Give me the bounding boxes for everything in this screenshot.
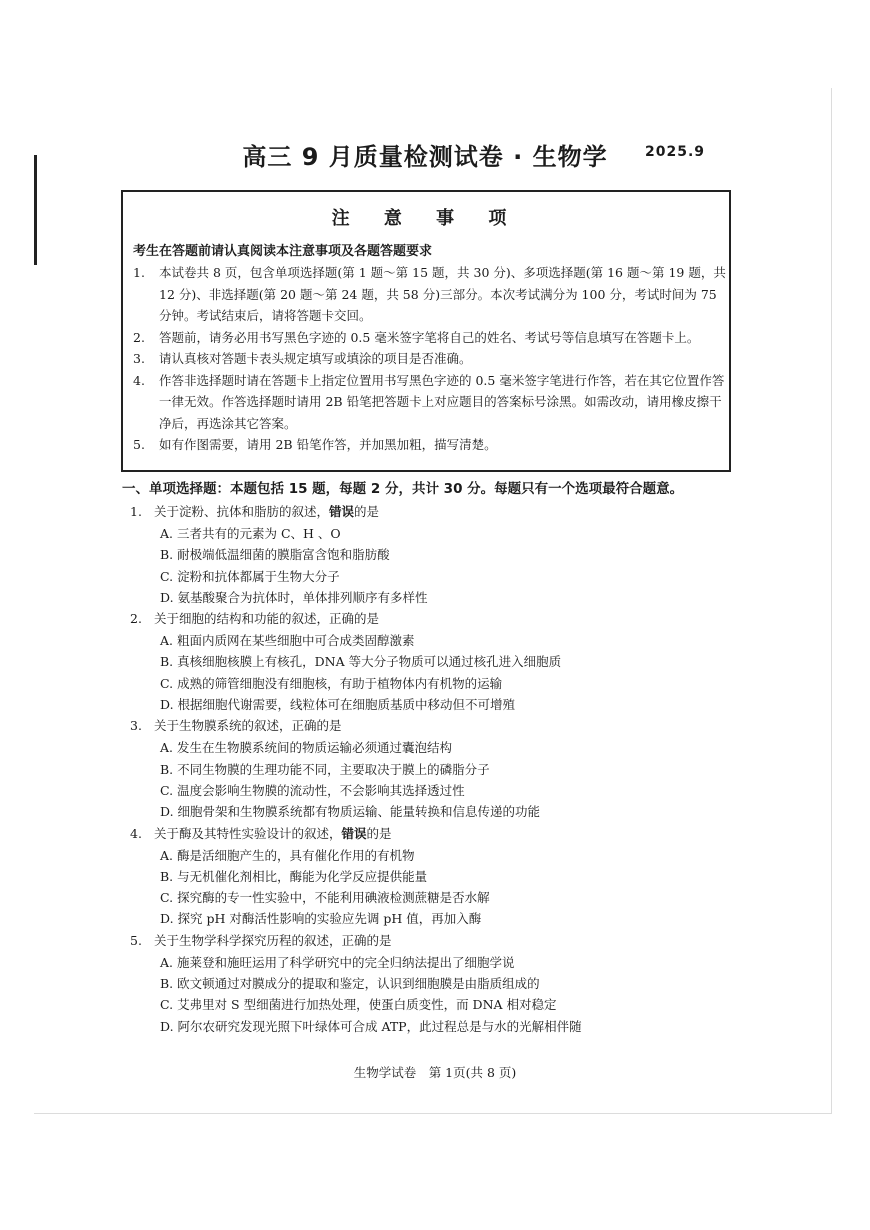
notice-item (133, 434, 729, 456)
option-b: B. 真核细胞核膜上有核孔，DNA 等大分子物质可以通过核孔进入细胞质 (160, 654, 562, 670)
stem-text-end: 的是 (354, 504, 380, 519)
question-stem (130, 608, 750, 630)
question (130, 715, 750, 822)
option-c: C. 温度会影响生物膜的流动性，不会影响其选择透过性 (160, 782, 465, 798)
notice-item-text: 答题前，请务必用书写黑色字迹的 0.5 毫米签字笔将自己的姓名、考试号等信息填写在答题卡上。 (159, 329, 700, 345)
notice-item-text: 本试卷共 8 页，包含单项选择题(第 1 题～第 15 题，共 30 分)、多项选择题(第 16 题～第 19 题，共 12 分)、非选择题(第 20 题～第 24 题，共 58 分)三部分。本次考试满分为 100 分，考试时间为 75 分钟。考试结束后，请将答题卡交回。 (159, 265, 726, 323)
notice-list (133, 262, 729, 456)
question-number: 1. (130, 504, 142, 519)
notice-item-number: 2. (133, 329, 145, 345)
notice-item (133, 327, 729, 349)
option-d: D. 阿尔农研究发现光照下叶绿体可合成 ATP，此过程总是与水的光解相伴随 (160, 1018, 582, 1034)
exam-title: 高三 9 月质量检测试卷 · 生物学 (242, 143, 608, 171)
question (130, 930, 750, 1037)
exam-title-bar (0, 137, 870, 172)
notice-item-number: 1. (133, 265, 145, 280)
stem-emphasis: 错误 (329, 504, 355, 519)
notice-item-number: 5. (133, 437, 145, 452)
notice-box (121, 190, 731, 472)
option-d: D. 氨基酸聚合为抗体时，单体排列顺序有多样性 (160, 589, 428, 605)
stem-text: 关于生物学科学探究历程的叙述，正确的是 (154, 932, 392, 948)
notice-item-text: 请认真核对答题卡表头规定填写或填涂的项目是否准确。 (159, 351, 472, 366)
exam-date: 2025.9 (645, 144, 706, 160)
option-d: D. 根据细胞代谢需要，线粒体可在细胞质基质中移动但不可增殖 (160, 697, 516, 713)
question (130, 608, 750, 715)
option-b: B. 不同生物膜的生理功能不同，主要取决于膜上的磷脂分子 (160, 761, 490, 777)
question (130, 823, 750, 930)
notice-item-text: 作答非选择题时请在答题卡上指定位置用书写黑色字迹的 0.5 毫米签字笔进行作答，若在其它位置作答一律无效。作答选择题时请用 2B 铅笔把答题卡上对应题目的答案标号涂黑。如需改动，请用橡皮擦干净后，再选涂其它答案。 (159, 372, 725, 431)
stem-emphasis: 错误 (341, 825, 367, 841)
question-number: 3. (130, 718, 142, 734)
notice-item (133, 348, 729, 370)
option-c: C. 成熟的筛管细胞没有细胞核，有助于植物体内有机物的运输 (160, 675, 503, 691)
question-stem (130, 501, 750, 523)
stem-text: 关于生物膜系统的叙述，正确的是 (154, 718, 342, 734)
notice-item (133, 262, 729, 327)
question-number: 5. (130, 932, 142, 948)
question-stem (130, 930, 750, 952)
option-a: A. 酶是活细胞产生的，具有催化作用的有机物 (160, 847, 415, 863)
option-b: B. 欧文顿通过对膜成分的提取和鉴定，认识到细胞膜是由脂质组成的 (160, 976, 540, 992)
option-c: C. 探究酶的专一性实验中，不能利用碘液检测蔗糖是否水解 (160, 890, 490, 906)
option-d: D. 探究 pH 对酶活性影响的实验应先调 pH 值，再加入酶 (160, 911, 482, 927)
stem-text-end: 的是 (366, 825, 392, 841)
notice-subtitle: 考生在答题前请认真阅读本注意事项及各题答题要求 (133, 244, 433, 259)
notice-item (133, 370, 729, 435)
question-stem (130, 715, 750, 737)
question-stem (130, 823, 750, 845)
option-b: B. 耐极端低温细菌的膜脂富含饱和脂肪酸 (160, 547, 390, 563)
option-b: B. 与无机催化剂相比，酶能为化学反应提供能量 (160, 868, 428, 884)
option-c: C. 艾弗里对 S 型细菌进行加热处理，使蛋白质变性，而 DNA 相对稳定 (160, 997, 557, 1013)
question-number: 4. (130, 825, 142, 841)
option-a: A. 粗面内质网在某些细胞中可合成类固醇激素 (160, 633, 415, 649)
stem-text: 关于细胞的结构和功能的叙述，正确的是 (154, 611, 380, 627)
page-footer: 生物学试卷 第 1页(共 8 页) (353, 1065, 517, 1080)
notice-item-number: 4. (133, 372, 145, 388)
option-a: A. 三者共有的元素为 C、H 、O (160, 526, 341, 541)
question-number: 2. (130, 611, 142, 627)
option-d: D. 细胞骨架和生物膜系统都有物质运输、能量转换和信息传递的功能 (160, 804, 541, 820)
notice-title: 注 意 事 项 (331, 208, 521, 229)
section-heading: 一、单项选择题：本题包括 15 题，每题 2 分，共计 30 分。每题只有一个选项最符合题意。 (122, 481, 684, 497)
question-list (130, 501, 750, 1037)
notice-item-text: 如有作图需要，请用 2B 铅笔作答，并加黑加粗，描写清楚。 (159, 437, 497, 452)
option-c: C. 淀粉和抗体都属于生物大分子 (160, 568, 340, 584)
option-a: A. 发生在生物膜系统间的物质运输必须通过囊泡结构 (160, 740, 452, 756)
stem-text: 关于酶及其特性实验设计的叙述， (154, 825, 342, 841)
question (130, 501, 750, 608)
notice-item-number: 3. (133, 351, 145, 366)
option-a: A. 施莱登和施旺运用了科学研究中的完全归纳法提出了细胞学说 (160, 954, 515, 970)
stem-text: 关于淀粉、抗体和脂肪的叙述， (154, 504, 330, 519)
